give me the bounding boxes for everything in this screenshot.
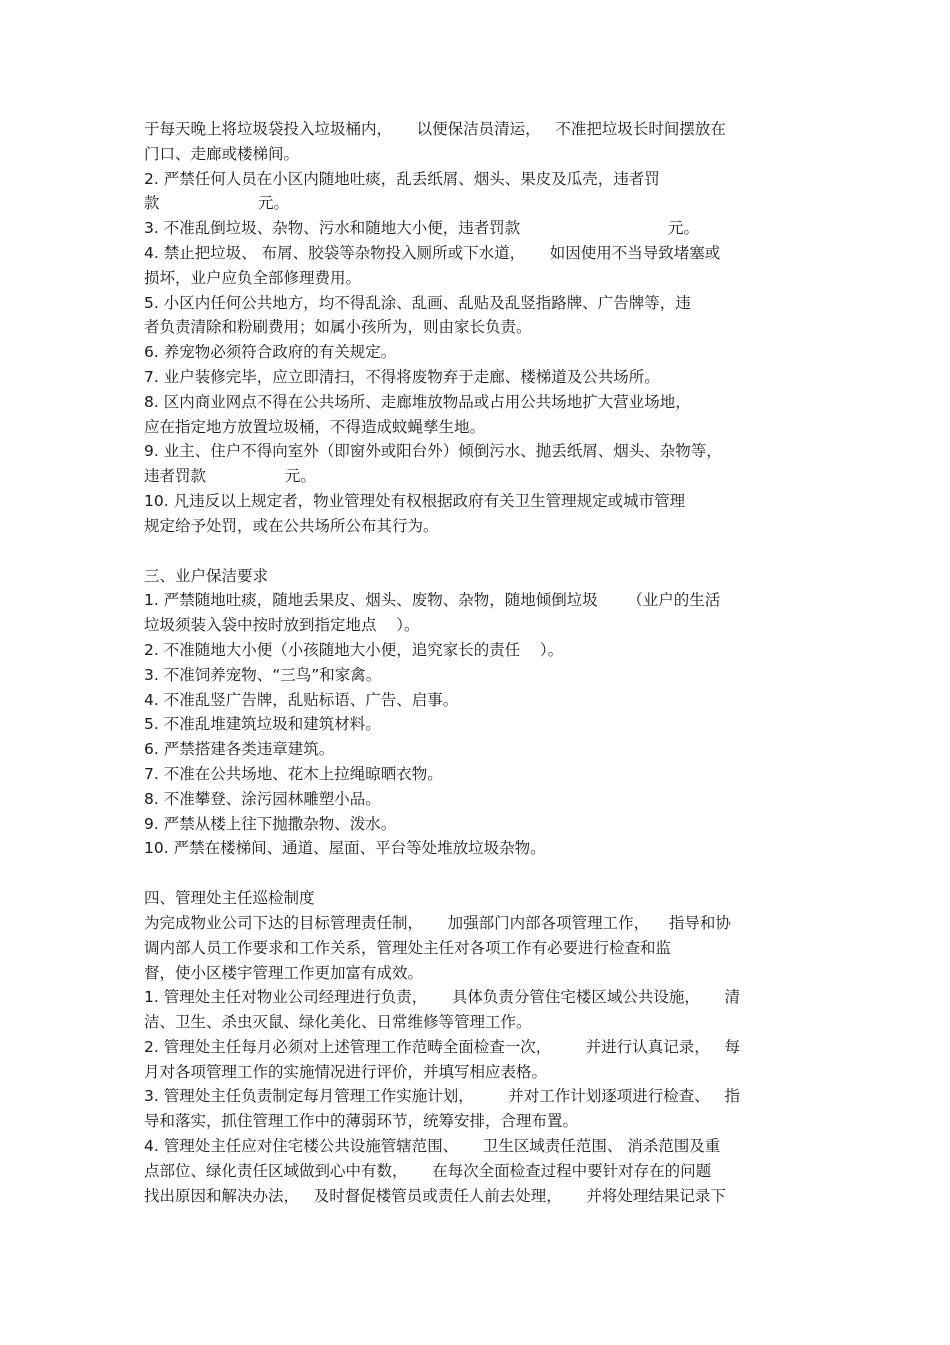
section-heading: 四、管理处主任巡检制度	[144, 889, 315, 908]
text-line: 垃圾须装入袋中按时放到指定地点 ）。	[144, 616, 420, 635]
text-line: 9. 严禁从楼上往下抛撒杂物、泼水。	[144, 814, 397, 833]
text-line: 督，使小区楼宇管理工作更加富有成效。	[144, 963, 424, 982]
text-line: 5. 不准乱堆建筑垃圾和建筑材料。	[144, 715, 381, 734]
text-line: 3. 不准乱倒垃圾、杂物、污水和随地大小便，违者罚款 元。	[144, 219, 700, 238]
text-line: 8. 不准攀登、涂污园林雕塑小品。	[144, 789, 381, 808]
text-line: 4. 禁止把垃圾、 布屑、胶袋等杂物投入厕所或下水道， 如因使用不当导致堵塞或	[144, 243, 721, 262]
text-line: 2. 不准随地大小便（小孩随地大小便，追究家长的责任 ）。	[144, 640, 564, 659]
sanitation-rules-section	[144, 117, 809, 539]
text-line: 10. 严禁在楼梯间、通道、屋面、平台等处堆放垃圾杂物。	[144, 839, 546, 858]
text-line: 3. 不准饲养宠物、“三鸟”和家禽。	[144, 665, 382, 684]
text-line: 1. 严禁随地吐痰，随地丢果皮、烟头、废物、杂物，随地倾倒垃圾 （业户的生活	[144, 591, 721, 610]
text-line: 9. 业主、住户不得向室外（即窗外或阳台外）倾倒污水、抛丢纸屑、烟头、杂物等，	[144, 442, 722, 461]
owner-cleaning-requirements-section	[144, 564, 809, 862]
text-line: 为完成物业公司下达的目标管理责任制， 加强部门内部各项管理工作， 指导和协	[144, 913, 731, 932]
paragraph-gap	[144, 539, 809, 564]
text-line: 7. 不准在公共场地、花木上拉绳晾晒衣物。	[144, 764, 443, 783]
text-line: 应在指定地方放置垃圾桶，不得造成蚊蝇孳生地。	[144, 417, 486, 436]
text-line: 4. 不准乱竖广告牌，乱贴标语、广告、启事。	[144, 690, 459, 709]
text-line: 损坏，业户应负全部修理费用。	[144, 268, 362, 287]
text-line: 2. 管理处主任每月必须对上述管理工作范畴全面检查一次， 并进行认真记录， 每	[144, 1037, 740, 1056]
text-line: 点部位、绿化责任区域做到心中有数， 在每次全面检查过程中要针对存在的问题	[144, 1161, 712, 1180]
text-line: 调内部人员工作要求和工作关系，管理处主任对各项工作有必要进行检查和监	[144, 938, 672, 957]
text-line: 违者罚款 元。	[144, 467, 316, 486]
text-line: 6. 严禁搭建各类违章建筑。	[144, 740, 335, 759]
text-line: 款 元。	[144, 194, 290, 213]
text-line: 8. 区内商业网点不得在公共场所、走廊堆放物品或占用公共场地扩大营业场地，	[144, 392, 691, 411]
section-heading: 三、业户保洁要求	[144, 566, 269, 585]
text-line: 3. 管理处主任负责制定每月管理工作实施计划， 并对工作计划逐项进行检查、 指	[144, 1087, 740, 1106]
text-line: 10. 凡违反以上规定者，物业管理处有权根据政府有关卫生管理规定或城市管理	[144, 491, 686, 510]
paragraph-gap	[144, 861, 809, 886]
text-line: 4. 管理处主任应对住宅楼公共设施管辖范围、 卫生区域责任范围、 消杀范围及重	[144, 1137, 721, 1156]
text-line: 2. 严禁任何人员在小区内随地吐痰，乱丢纸屑、烟头、果皮及瓜壳，违者罚	[144, 169, 660, 188]
text-line: 月对各项管理工作的实施情况进行评价，并填写相应表格。	[144, 1062, 548, 1081]
text-line: 7. 业户装修完毕，应立即清扫，不得将废物弃于走廊、楼梯道及公共场所。	[144, 367, 660, 386]
text-line: 者负责清除和粉刷费用；如属小孩所为，则由家长负责。	[144, 318, 532, 337]
text-line: 于每天晚上将垃圾袋投入垃圾桶内， 以便保洁员清运， 不准把垃圾长时间摆放在	[144, 120, 726, 138]
director-inspection-section	[144, 886, 809, 1208]
text-line: 5. 小区内任何公共地方，均不得乱涂、乱画、乱贴及乱竖指路牌、广告牌等，违	[144, 293, 691, 312]
text-line: 规定给予处罚，或在公共场所公布其行为。	[144, 516, 439, 535]
text-line: 6. 养宠物必须符合政府的有关规定。	[144, 343, 397, 362]
text-line: 1. 管理处主任对物业公司经理进行负责， 具体负责分管住宅楼区域公共设施， 清	[144, 988, 740, 1007]
text-line: 导和落实，抓住管理工作中的薄弱环节，统筹安排，合理布置。	[144, 1112, 579, 1131]
text-line: 找出原因和解决办法， 及时督促楼管员或责任人前去处理， 并将处理结果记录下	[144, 1186, 726, 1205]
document-body	[144, 117, 809, 1208]
text-line: 洁、卫生、杀虫灭鼠、绿化美化、日常维修等管理工作。	[144, 1013, 532, 1032]
text-line: 门口、走廊或楼梯间。	[144, 144, 300, 163]
